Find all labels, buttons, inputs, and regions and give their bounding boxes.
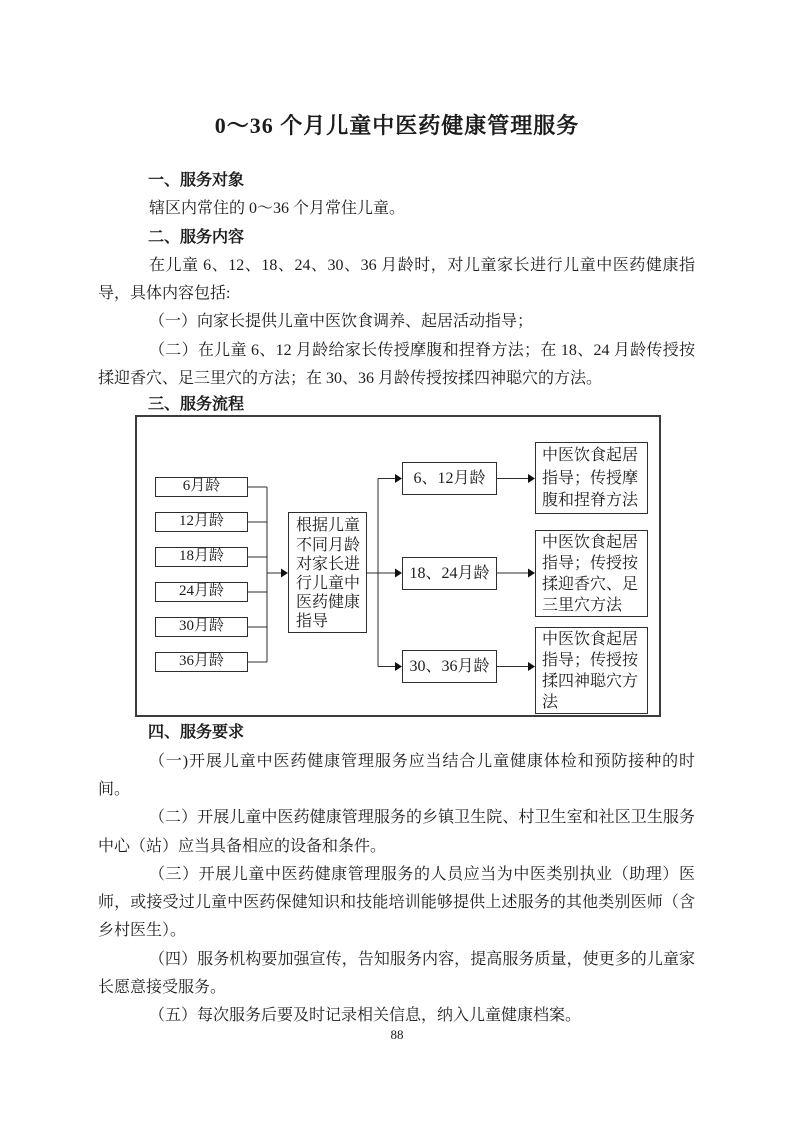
page-title: 0～36 个月儿童中医药健康管理服务	[214, 113, 580, 138]
paragraph-service-target: 辖区内常住的 0～36 个月常住儿童。	[149, 200, 406, 218]
document-body	[98, 167, 695, 1031]
flow-box-age-36m: 36月龄	[155, 652, 248, 672]
flow-box-stage-6-12: 6、12月龄	[402, 462, 497, 495]
page-number: 88	[390, 1027, 404, 1042]
paragraph-service-content-item1: （一）向家长提供儿童中医饮食调养、起居活动指导；	[149, 313, 534, 331]
flow-box-guidance: 根据儿童不同月龄对家长进行儿童中医药健康指导	[288, 512, 367, 633]
section-heading-service-content: 二、服务内容	[148, 228, 245, 246]
paragraph-service-content-item2: （二）在儿童 6、12 月龄给家长传授摩腹和捏脊方法；在 18、24 月龄传授按揉迎香穴、足三里穴的方法；在 30、36 月龄传授按揉四神聪穴的方法。	[98, 341, 695, 388]
flow-box-age-6m: 6月龄	[155, 477, 248, 497]
flow-box-age-12m: 12月龄	[155, 512, 248, 532]
service-flowchart	[135, 415, 661, 717]
paragraph-requirement-3: （三）开展儿童中医药健康管理服务的人员应当为中医类别执业（助理）医师，或接受过儿童中医药保健知识和技能培训能够提供上述服务的其他类别医师（含乡村医生）。	[98, 865, 695, 940]
paragraph-requirement-5: （五）每次服务后要及时记录相关信息，纳入儿童健康档案。	[149, 1007, 582, 1025]
paragraph-requirement-1: （一)开展儿童中医药健康管理服务应当结合儿童健康体检和预防接种的时间。	[98, 752, 695, 798]
flow-box-instruction-3: 中医饮食起居指导；传授按揉四神聪穴方法	[535, 627, 648, 714]
section-heading-service-requirements: 四、服务要求	[148, 724, 245, 742]
flow-box-age-18m: 18月龄	[155, 547, 248, 567]
paragraph-requirement-2: （二）开展儿童中医药健康管理服务的乡镇卫生院、村卫生室和社区卫生服务中心（站）应当具备相应的设备和条件。	[98, 809, 695, 855]
flow-box-instruction-1: 中医饮食起居指导；传授摩腹和捏脊方法	[535, 442, 648, 514]
section-heading-service-flow: 三、服务流程	[148, 396, 245, 414]
flow-box-age-24m: 24月龄	[155, 582, 248, 602]
paragraph-requirement-4: （四）服务机构要加强宣传，告知服务内容，提高服务质量，使更多的儿童家长愿意接受服务。	[98, 950, 695, 997]
flow-box-instruction-2: 中医饮食起居指导；传授按揉迎香穴、足三里穴方法	[535, 530, 648, 617]
flow-box-age-30m: 30月龄	[155, 617, 248, 637]
section-heading-service-target: 一、服务对象	[148, 172, 245, 189]
flow-box-stage-18-24: 18、24月龄	[402, 557, 497, 590]
paragraph-service-content-intro: 在儿童 6、12、18、24、30、36 月龄时，对儿童家长进行儿童中医药健康指导，具体内容包括:	[98, 256, 695, 303]
flow-box-stage-30-36: 30、36月龄	[402, 650, 497, 683]
